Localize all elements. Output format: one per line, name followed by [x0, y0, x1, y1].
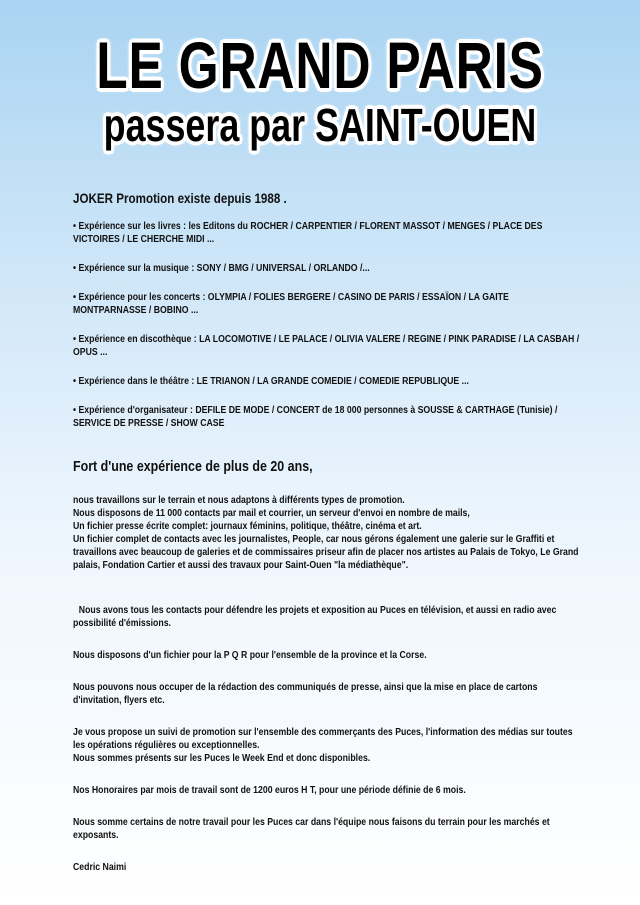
- bullet-organizer: • Expérience d'organisateur : DEFILE DE MODE / CONCERT de 18 000 personnes à SOUSSE & CARTHAGE (Tunisie) / SERVICE DE PRESSE / SHOW CASE: [73, 404, 558, 429]
- document-body: [73, 190, 583, 874]
- bullet-books: • Expérience sur les livres : les Editons du ROCHER / CARPENTIER / FLORENT MASSOT / MENGES / PLACE DES VICTOIRES / LE CHERCHE MIDI ...: [73, 220, 543, 245]
- paragraph-line: Un fichier presse écrite complet: journaux féminins, politique, théâtre, cinéma et art.: [73, 520, 422, 532]
- paragraph: Nous disposons d'un fichier pour la P Q R pour l'ensemble de la province et la Corse.: [73, 649, 427, 661]
- page-title: [70, 30, 569, 150]
- signature: Cedric Naimi: [73, 861, 127, 873]
- bullet-nightclubs: • Expérience en discothèque : LA LOCOMOTIVE / LE PALACE / OLIVIA VALERE / REGINE / PINK PARADISE / LA CASBAH / OPUS ...: [73, 333, 580, 358]
- paragraph-line: Un fichier complet de contacts avec les journalistes, People, car nous gérons également une galerie sur le Graffiti et travaillons avec beaucoup de galeries et de commissaires priseur afin de placer nos artistes au Palais de Tokyo, Le Grand palais, Fondation Cartier et aussi des travaux pour Saint-Ouen "la médiathèque".: [73, 533, 579, 571]
- title-line-1: LE GRAND PARIS: [96, 28, 544, 102]
- paragraph: Nous avons tous les contacts pour défendre les projets et exposition au Puces en télévision, et aussi en radio avec possibilité d'émissions.: [73, 604, 557, 629]
- paragraph-line: Nous disposons de 11 000 contacts par mail et courrier, un serveur d'envoi en nombre de mails,: [73, 507, 470, 519]
- paragraph-line: Je vous propose un suivi de promotion sur l'ensemble des commerçants des Puces, l'information des médias sur toutes les opérations régulières ou exceptionnelles.: [73, 726, 573, 751]
- bullet-theatre: • Expérience dans le théâtre : LE TRIANON / LA GRANDE COMEDIE / COMEDIE REPUBLIQUE ...: [73, 375, 469, 387]
- paragraph-line: Nous sommes présents sur les Puces le Week End et donc disponibles.: [73, 752, 371, 764]
- title-line-2: passera par SAINT-OUEN: [103, 99, 537, 151]
- paragraph: Nous somme certains de notre travail pour les Puces car dans l'équipe nous faisons du terrain pour les marchés et exposants.: [73, 816, 550, 841]
- paragraph: Nous pouvons nous occuper de la rédaction des communiqués de presse, ainsi que la mise en place de cartons d'invitation, flyers etc.: [73, 681, 538, 706]
- bullet-concerts: • Expérience pour les concerts : OLYMPIA / FOLIES BERGERE / CASINO DE PARIS / ESSAÏON / LA GAITE MONTPARNASSE / BOBINO ...: [73, 291, 509, 316]
- paragraph-line: nous travaillons sur le terrain et nous adaptons à différents types de promotion.: [73, 494, 405, 506]
- intro-line: JOKER Promotion existe depuis 1988 .: [73, 190, 287, 206]
- subheading: Fort d'une expérience de plus de 20 ans,: [73, 458, 313, 475]
- paragraph: Nos Honoraires par mois de travail sont de 1200 euros H T, pour une période définie de 6 mois.: [73, 784, 466, 796]
- bullet-music: • Expérience sur la musique : SONY / BMG / UNIVERSAL / ORLANDO /...: [73, 262, 370, 274]
